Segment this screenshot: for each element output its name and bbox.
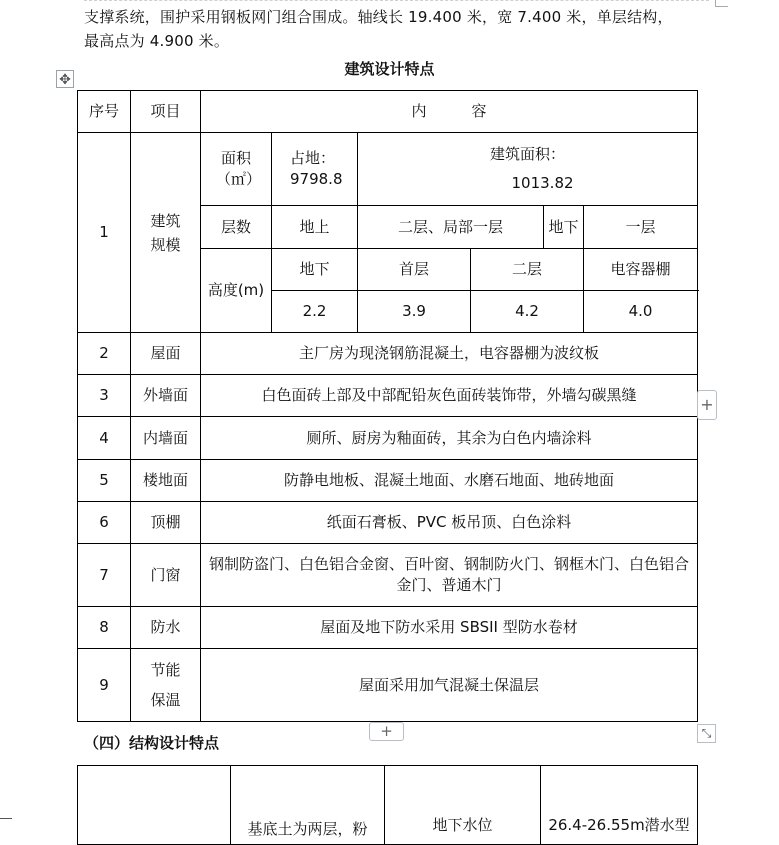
cell-no[interactable]: 7 xyxy=(78,544,131,607)
cell-height-val-3[interactable]: 4.0 xyxy=(584,291,698,333)
table-row xyxy=(78,766,698,845)
intro-line-2: 最高点为 4.900 米。 xyxy=(84,32,230,50)
cell-content[interactable]: 屋面及地下防水采用 SBSII 型防水卷材 xyxy=(201,607,698,649)
add-column-button[interactable] xyxy=(697,390,717,420)
cell-height-val-2[interactable]: 4.2 xyxy=(471,291,584,333)
cell-no[interactable]: 5 xyxy=(78,460,131,502)
header-item[interactable]: 项目 xyxy=(131,91,201,133)
intro-line-1: 支撑系统，围护采用钢板网门组合围成。轴线长 19.400 米，宽 7.400 米，单层结构， xyxy=(84,8,673,26)
page-bottom-mark xyxy=(0,818,12,819)
cell-item[interactable]: 内墙面 xyxy=(131,417,201,460)
table-row xyxy=(78,544,698,607)
cell-item[interactable]: 楼地面 xyxy=(131,460,201,502)
cell-content[interactable]: 纸面石膏板、PVC 板吊顶、白色涂料 xyxy=(201,502,698,544)
cell-foundation-soil[interactable]: 基底土为两层，粉 xyxy=(231,766,385,845)
cell-groundwater-value[interactable]: 26.4-26.55m潜水型 xyxy=(541,766,698,845)
cell-content[interactable]: 白色面砖上部及中部配铅灰色面砖装饰带，外墙勾碳黑缝 xyxy=(201,375,698,417)
cell-content[interactable]: 屋面采用加气混凝土保温层 xyxy=(201,649,698,722)
table-row xyxy=(78,417,698,460)
table-resize-handle-icon[interactable]: ⤡ xyxy=(697,724,716,743)
cell-above-label[interactable]: 地上 xyxy=(272,206,358,249)
table-title: 建筑设计特点 xyxy=(344,60,435,78)
table-move-handle-icon[interactable]: ✥ xyxy=(56,70,74,88)
cell-floors-label[interactable]: 层数 xyxy=(201,206,272,249)
building-design-table xyxy=(77,90,698,722)
cell-height-col-0[interactable]: 地下 xyxy=(272,249,358,291)
cell-no[interactable]: 4 xyxy=(78,417,131,460)
cell-no[interactable]: 2 xyxy=(78,333,131,375)
cell-no[interactable]: 3 xyxy=(78,375,131,417)
table-row xyxy=(78,460,698,502)
plus-icon: + xyxy=(700,395,714,414)
section-heading: （四）结构设计特点 xyxy=(84,734,220,752)
cell-item[interactable]: 节能保温 xyxy=(131,649,201,722)
cell-height-col-3[interactable]: 电容器棚 xyxy=(584,249,698,291)
cell-below-value[interactable]: 一层 xyxy=(584,206,698,249)
table-row xyxy=(78,375,698,417)
intro-paragraph xyxy=(84,5,704,53)
cell-item[interactable]: 顶棚 xyxy=(131,502,201,544)
header-no[interactable]: 序号 xyxy=(78,91,131,133)
cell-groundwater-label[interactable]: 地下水位 xyxy=(385,766,541,845)
cell-height-val-1[interactable]: 3.9 xyxy=(358,291,471,333)
cell-land[interactable]: 占地： 9798.8 xyxy=(272,133,358,206)
cell-content[interactable]: 主厂房为现浇钢筋混凝土，电容器棚为波纹板 xyxy=(201,333,698,375)
cell-content[interactable]: 厕所、厨房为釉面砖，其余为白色内墙涂料 xyxy=(201,417,698,460)
page-corner-mark xyxy=(715,0,728,7)
cell-content[interactable]: 防静电地板、混凝土地面、水磨石地面、地砖地面 xyxy=(201,460,698,502)
plus-icon: + xyxy=(380,722,393,740)
cell-empty[interactable] xyxy=(78,766,231,845)
cell-height-col-1[interactable]: 首层 xyxy=(358,249,471,291)
add-row-button[interactable] xyxy=(369,722,404,741)
cell-height-label[interactable]: 高度(m) xyxy=(201,249,272,333)
cell-area-label[interactable]: 面积（㎡） xyxy=(201,133,272,206)
cell-item[interactable]: 防水 xyxy=(131,607,201,649)
table-row xyxy=(78,649,698,722)
structure-design-table xyxy=(77,765,698,845)
cell-no[interactable]: 1 xyxy=(78,133,131,333)
cell-above-value[interactable]: 二层、局部一层 xyxy=(358,206,544,249)
cell-item[interactable]: 外墙面 xyxy=(131,375,201,417)
cell-item[interactable]: 门窗 xyxy=(131,544,201,607)
cell-no[interactable]: 8 xyxy=(78,607,131,649)
cell-no[interactable]: 6 xyxy=(78,502,131,544)
table-row xyxy=(78,333,698,375)
cell-height-val-0[interactable]: 2.2 xyxy=(272,291,358,333)
table-row xyxy=(78,502,698,544)
header-content[interactable]: 内 容 xyxy=(201,91,698,133)
cell-item[interactable]: 屋面 xyxy=(131,333,201,375)
cell-height-col-2[interactable]: 二层 xyxy=(471,249,584,291)
cell-building-area[interactable]: 建筑面积： 1013.82 xyxy=(358,133,698,206)
table-row xyxy=(78,607,698,649)
table-row xyxy=(78,133,698,206)
page-top-border xyxy=(84,0,709,1)
cell-no[interactable]: 9 xyxy=(78,649,131,722)
cell-content[interactable]: 钢制防盗门、白色铝合金窗、百叶窗、钢制防火门、钢框木门、白色铝合金门、普通木门 xyxy=(201,544,698,607)
cell-below-label[interactable]: 地下 xyxy=(544,206,584,249)
cell-item[interactable]: 建筑规模 xyxy=(131,133,201,333)
table-header-row xyxy=(78,91,698,133)
